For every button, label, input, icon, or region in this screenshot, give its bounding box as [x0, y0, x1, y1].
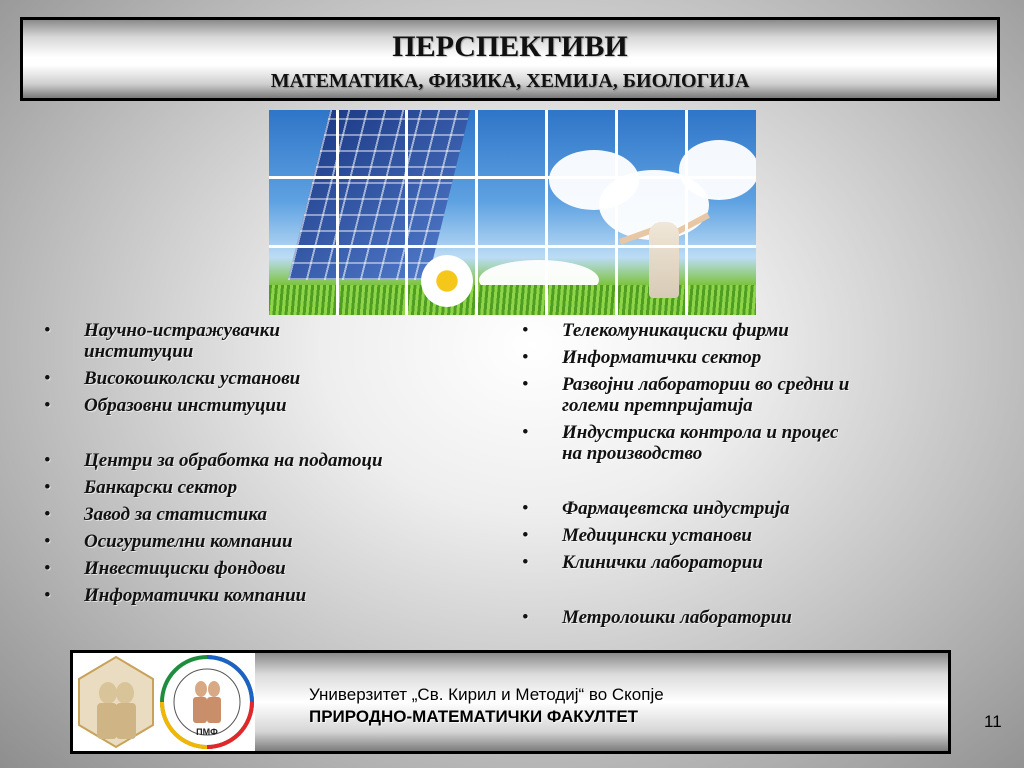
bullet-icon: •	[522, 607, 529, 628]
bullet-icon: •	[522, 374, 529, 395]
slide-title: ПЕРСПЕКТИВИ	[392, 30, 628, 63]
bullet-icon: •	[522, 525, 529, 546]
university-name: Универзитет „Св. Кирил и Методиј“ во Скопје	[309, 685, 664, 704]
bullet-icon: •	[44, 558, 51, 579]
list-item: • Информатички компании	[44, 585, 307, 606]
list-item: • Инвестициски фондови	[44, 558, 286, 579]
bullet-icon: •	[44, 477, 51, 498]
faculty-name: ПРИРОДНО-МАТЕМАТИЧКИ ФАКУЛТЕТ	[309, 707, 639, 726]
bullet-icon: •	[522, 347, 529, 368]
page-number: 11	[984, 712, 1002, 731]
faculty-logo	[159, 653, 255, 751]
slide-subtitle: МАТЕМАТИКА, ФИЗИКА, ХЕМИЈА, БИОЛОГИЈА	[270, 70, 750, 92]
bullet-icon: •	[522, 422, 529, 443]
title-banner	[20, 17, 1000, 101]
bullet-icon: •	[44, 504, 51, 525]
grass-image	[269, 285, 756, 315]
list-item: • Фармацевтска индустрија	[522, 498, 790, 519]
list-item: • Развојни лаборатории во средни и големи претпријатија	[522, 374, 850, 416]
list-item: • Банкарски сектор	[44, 477, 238, 498]
list-item: • Завод за статистика	[44, 504, 267, 525]
list-item: • Образовни институции	[44, 395, 287, 416]
university-seal-logo	[73, 653, 159, 751]
bullet-icon: •	[522, 320, 529, 341]
person-image	[649, 222, 679, 298]
bullet-icon: •	[44, 531, 51, 552]
list-item: • Центри за обработка на податоци	[44, 450, 383, 471]
list-item: • Научно-истражувачки институции	[44, 320, 280, 362]
list-item: • Индустриска контрола и процес на производство	[522, 422, 839, 464]
list-item: • Метролошки лаборатории	[522, 607, 792, 628]
photo-collage	[269, 110, 756, 315]
svg-text:ПМФ: ПМФ	[196, 727, 218, 737]
bullet-icon: •	[44, 585, 51, 606]
bullet-icon: •	[522, 552, 529, 573]
bullet-icon: •	[44, 320, 51, 341]
list-item: • Клинички лаборатории	[522, 552, 763, 573]
list-item: • Медицински установи	[522, 525, 752, 546]
list-item: • Информатички сектор	[522, 347, 762, 368]
daisy-image	[421, 255, 473, 307]
footer-banner	[70, 650, 951, 754]
bullet-icon: •	[522, 498, 529, 519]
bullet-icon: •	[44, 450, 51, 471]
right-bullet-list	[522, 320, 962, 628]
list-item: • Високошколски установи	[44, 368, 301, 389]
bullet-icon: •	[44, 368, 51, 389]
list-item: • Осигурителни компании	[44, 531, 293, 552]
left-bullet-list	[44, 320, 494, 606]
list-item: • Телекомуникациски фирми	[522, 320, 789, 341]
bullet-icon: •	[44, 395, 51, 416]
